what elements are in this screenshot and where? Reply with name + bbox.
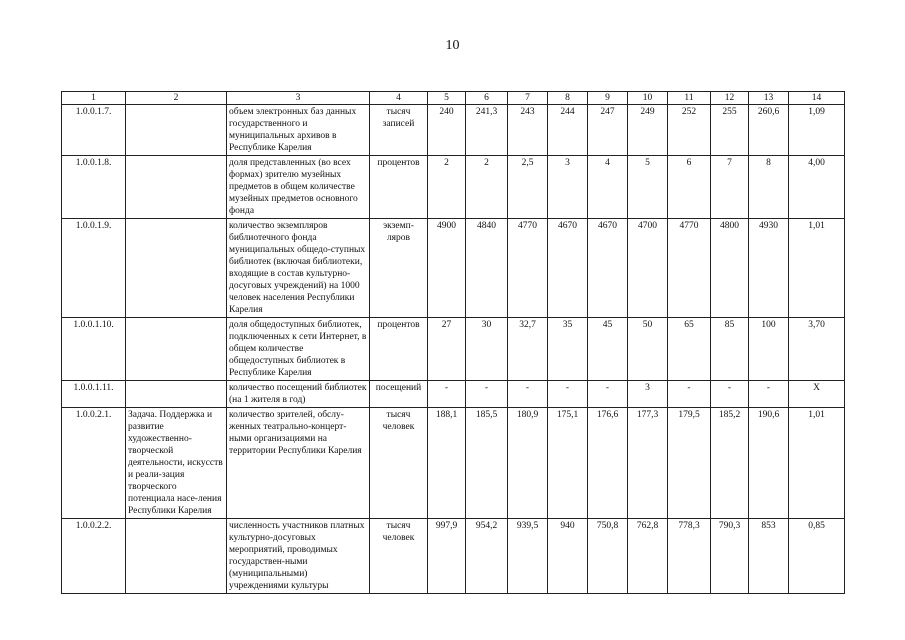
value-cell: 185,2 — [711, 408, 749, 519]
value-cell: 50 — [628, 318, 668, 381]
indicator-cell: доля представленных (во всех формах) зрителю музейных предметов в общем количестве музейных предметов основного фонда — [227, 156, 370, 219]
value-cell: 1,01 — [789, 408, 845, 519]
value-cell: 85 — [711, 318, 749, 381]
indicator-cell: численность участников платных культурно-досуговых мероприятий, проводимых государствен-ными (муниципальными) учреждениями культуры — [227, 519, 370, 594]
column-header: 8 — [548, 92, 588, 105]
value-cell: 252 — [668, 105, 711, 156]
table-row — [62, 381, 845, 408]
column-header: 13 — [749, 92, 789, 105]
value-cell: 3 — [628, 381, 668, 408]
value-cell: 1,01 — [789, 219, 845, 318]
task-cell — [126, 105, 227, 156]
unit-cell: посещений — [370, 381, 428, 408]
row-code-cell: 1.0.0.1.9. — [62, 219, 126, 318]
value-cell: 3,70 — [789, 318, 845, 381]
value-cell: 100 — [749, 318, 789, 381]
page-number: 10 — [445, 38, 460, 53]
value-cell: 0,85 — [789, 519, 845, 594]
value-cell: 247 — [588, 105, 628, 156]
task-cell — [126, 219, 227, 318]
row-code-cell: 1.0.0.2.2. — [62, 519, 126, 594]
unit-cell: процентов — [370, 156, 428, 219]
value-cell: 240 — [428, 105, 466, 156]
unit-cell: экземп-ляров — [370, 219, 428, 318]
value-cell: 35 — [548, 318, 588, 381]
column-header: 7 — [508, 92, 548, 105]
value-cell: 4,00 — [789, 156, 845, 219]
table-row — [62, 219, 845, 318]
value-cell: 5 — [628, 156, 668, 219]
table-row — [62, 519, 845, 594]
value-cell: 243 — [508, 105, 548, 156]
value-cell: 249 — [628, 105, 668, 156]
task-cell — [126, 519, 227, 594]
column-header: 1 — [62, 92, 126, 105]
value-cell: 8 — [749, 156, 789, 219]
value-cell: - — [428, 381, 466, 408]
value-cell: 853 — [749, 519, 789, 594]
table-row — [62, 156, 845, 219]
value-cell: 4900 — [428, 219, 466, 318]
value-cell: 244 — [548, 105, 588, 156]
value-cell: 4930 — [749, 219, 789, 318]
value-cell: 32,7 — [508, 318, 548, 381]
value-cell: 4700 — [628, 219, 668, 318]
column-header: 3 — [227, 92, 370, 105]
table-row — [62, 318, 845, 381]
value-cell: 4770 — [668, 219, 711, 318]
value-cell: - — [749, 381, 789, 408]
indicator-cell: количество экземпляров библиотечного фонда муниципальных общедо-ступных библиотек (включая библиотеки, входящие в состав культурно-досуговых учреждений) на 1000 человек населения Республики Карелия — [227, 219, 370, 318]
value-cell: 762,8 — [628, 519, 668, 594]
value-cell: 4770 — [508, 219, 548, 318]
value-cell: 2 — [428, 156, 466, 219]
value-cell: - — [668, 381, 711, 408]
value-cell: 179,5 — [668, 408, 711, 519]
column-header: 9 — [588, 92, 628, 105]
column-header: 5 — [428, 92, 466, 105]
row-code-cell: 1.0.0.1.11. — [62, 381, 126, 408]
value-cell: 778,3 — [668, 519, 711, 594]
value-cell: 4840 — [466, 219, 508, 318]
value-cell: 4670 — [548, 219, 588, 318]
value-cell: 177,3 — [628, 408, 668, 519]
value-cell: 260,6 — [749, 105, 789, 156]
column-header: 14 — [789, 92, 845, 105]
task-cell — [126, 318, 227, 381]
value-cell: - — [711, 381, 749, 408]
row-code-cell: 1.0.0.1.10. — [62, 318, 126, 381]
column-header: 11 — [668, 92, 711, 105]
value-cell: 180,9 — [508, 408, 548, 519]
unit-cell: тысяч человек — [370, 519, 428, 594]
column-header: 4 — [370, 92, 428, 105]
value-cell: 185,5 — [466, 408, 508, 519]
value-cell: - — [548, 381, 588, 408]
value-cell: 940 — [548, 519, 588, 594]
value-cell: 175,1 — [548, 408, 588, 519]
value-cell: 255 — [711, 105, 749, 156]
task-cell — [126, 381, 227, 408]
value-cell: 190,6 — [749, 408, 789, 519]
value-cell: 2,5 — [508, 156, 548, 219]
value-cell: 3 — [548, 156, 588, 219]
value-cell: 4800 — [711, 219, 749, 318]
value-cell: - — [508, 381, 548, 408]
value-cell: - — [466, 381, 508, 408]
table-row — [62, 105, 845, 156]
indicators-table — [61, 91, 845, 594]
value-cell: X — [789, 381, 845, 408]
value-cell: 4670 — [588, 219, 628, 318]
value-cell: 4 — [588, 156, 628, 219]
value-cell: 45 — [588, 318, 628, 381]
column-header: 2 — [126, 92, 227, 105]
value-cell: 241,3 — [466, 105, 508, 156]
value-cell: 7 — [711, 156, 749, 219]
value-cell: 30 — [466, 318, 508, 381]
value-cell: 954,2 — [466, 519, 508, 594]
indicator-cell: количество зрителей, обслу-женных театрально-концерт-ными организациями на территории Республики Карелия — [227, 408, 370, 519]
unit-cell: тысяч записей — [370, 105, 428, 156]
unit-cell: процентов — [370, 318, 428, 381]
unit-cell: тысяч человек — [370, 408, 428, 519]
value-cell: 939,5 — [508, 519, 548, 594]
column-header: 6 — [466, 92, 508, 105]
value-cell: 750,8 — [588, 519, 628, 594]
row-code-cell: 1.0.0.1.8. — [62, 156, 126, 219]
column-header: 10 — [628, 92, 668, 105]
indicator-cell: доля общедоступных библиотек, подключенных к сети Интернет, в общем количестве общедоступных библиотек в Республике Карелия — [227, 318, 370, 381]
header-row — [62, 92, 845, 105]
row-code-cell: 1.0.0.1.7. — [62, 105, 126, 156]
value-cell: - — [588, 381, 628, 408]
value-cell: 790,3 — [711, 519, 749, 594]
value-cell: 27 — [428, 318, 466, 381]
task-cell: Задача. Поддержка и развитие художественно-творческой деятельности, искусств и реали-зация творческого потенциала насе-ления Республики Карелия — [126, 408, 227, 519]
row-code-cell: 1.0.0.2.1. — [62, 408, 126, 519]
value-cell: 176,6 — [588, 408, 628, 519]
task-cell — [126, 156, 227, 219]
value-cell: 2 — [466, 156, 508, 219]
value-cell: 188,1 — [428, 408, 466, 519]
column-header: 12 — [711, 92, 749, 105]
value-cell: 65 — [668, 318, 711, 381]
indicator-cell: количество посещений библиотек (на 1 жителя в год) — [227, 381, 370, 408]
value-cell: 997,9 — [428, 519, 466, 594]
indicator-cell: объем электронных баз данных государственного и муниципальных архивов в Республике Карелия — [227, 105, 370, 156]
value-cell: 1,09 — [789, 105, 845, 156]
table-row — [62, 408, 845, 519]
table-body — [62, 92, 845, 594]
value-cell: 6 — [668, 156, 711, 219]
